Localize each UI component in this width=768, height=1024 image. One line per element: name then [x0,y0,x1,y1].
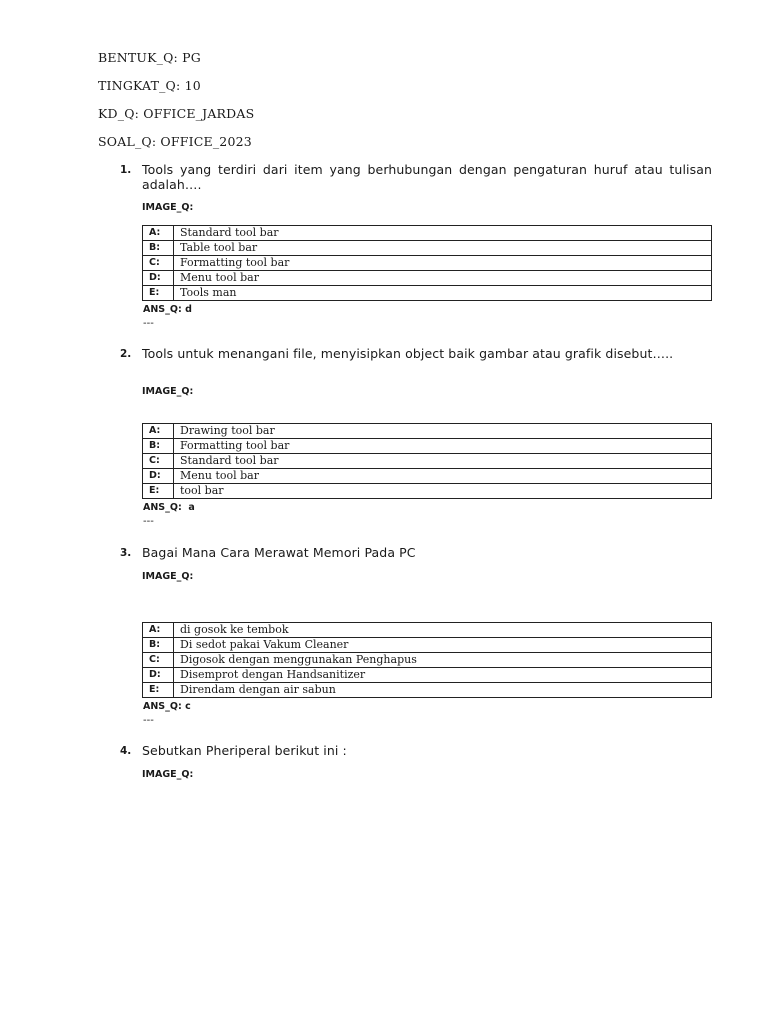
question-3 [120,545,712,560]
option-letter: E: [143,286,174,301]
option-row[interactable] [143,271,712,286]
options-table [142,225,712,301]
option-letter: C: [143,653,174,668]
option-text: Standard tool bar [174,226,712,241]
option-text: tool bar [174,484,712,499]
option-text: Formatting tool bar [174,439,712,454]
option-letter: A: [143,226,174,241]
option-text: Direndam dengan air sabun [174,683,712,698]
question-number: 2. [120,348,132,360]
separator: --- [143,318,154,329]
option-text: Drawing tool bar [174,424,712,439]
answer-key: ANS_Q: c [143,701,191,712]
option-letter: A: [143,623,174,638]
image-label: IMAGE_Q: [142,571,194,582]
question-text: Bagai Mana Cara Merawat Memori Pada PC [142,545,416,560]
option-letter: E: [143,683,174,698]
option-text: Di sedot pakai Vakum Cleaner [174,638,712,653]
question-1 [120,162,712,192]
option-row[interactable] [143,683,712,698]
image-label: IMAGE_Q: [142,386,194,397]
option-row[interactable] [143,638,712,653]
answer-key: ANS_Q: d [143,304,192,315]
option-letter: B: [143,439,174,454]
option-letter: B: [143,638,174,653]
answer-key: ANS_Q: a [143,502,195,513]
option-row[interactable] [143,241,712,256]
meta-soal: SOAL_Q: OFFICE_2023 [98,134,252,149]
option-row[interactable] [143,439,712,454]
question-text: Sebutkan Pheriperal berikut ini : [142,743,347,758]
option-text: Formatting tool bar [174,256,712,271]
option-letter: C: [143,454,174,469]
option-row[interactable] [143,286,712,301]
meta-bentuk: BENTUK_Q: PG [98,50,201,65]
option-text: Digosok dengan menggunakan Penghapus [174,653,712,668]
option-row[interactable] [143,256,712,271]
options-table [142,622,712,698]
option-letter: E: [143,484,174,499]
separator: --- [143,715,154,726]
option-row[interactable] [143,484,712,499]
option-text: Tools man [174,286,712,301]
question-number: 3. [120,547,132,559]
question-number: 4. [120,745,132,757]
option-text: Menu tool bar [174,469,712,484]
option-text: di gosok ke tembok [174,623,712,638]
option-row[interactable] [143,653,712,668]
option-row[interactable] [143,668,712,683]
option-letter: D: [143,668,174,683]
option-row[interactable] [143,469,712,484]
option-text: Menu tool bar [174,271,712,286]
option-text: Table tool bar [174,241,712,256]
option-letter: B: [143,241,174,256]
meta-kd: KD_Q: OFFICE_JARDAS [98,106,255,121]
option-letter: D: [143,271,174,286]
question-text: Tools yang terdiri dari item yang berhubungan dengan pengaturan huruf atau tulisan adalah…. [142,162,712,192]
image-label: IMAGE_Q: [142,202,194,213]
meta-tingkat: TINGKAT_Q: 10 [98,78,201,93]
option-row[interactable] [143,226,712,241]
question-text: Tools untuk menangani file, menyisipkan object baik gambar atau grafik disebut….. [142,346,674,361]
option-letter: D: [143,469,174,484]
option-letter: A: [143,424,174,439]
option-text: Disemprot dengan Handsanitizer [174,668,712,683]
options-table [142,423,712,499]
separator: --- [143,516,154,527]
question-2 [120,346,712,361]
question-number: 1. [120,164,132,176]
question-4 [120,743,712,758]
option-row[interactable] [143,623,712,638]
image-label: IMAGE_Q: [142,769,194,780]
option-text: Standard tool bar [174,454,712,469]
option-letter: C: [143,256,174,271]
option-row[interactable] [143,454,712,469]
option-row[interactable] [143,424,712,439]
